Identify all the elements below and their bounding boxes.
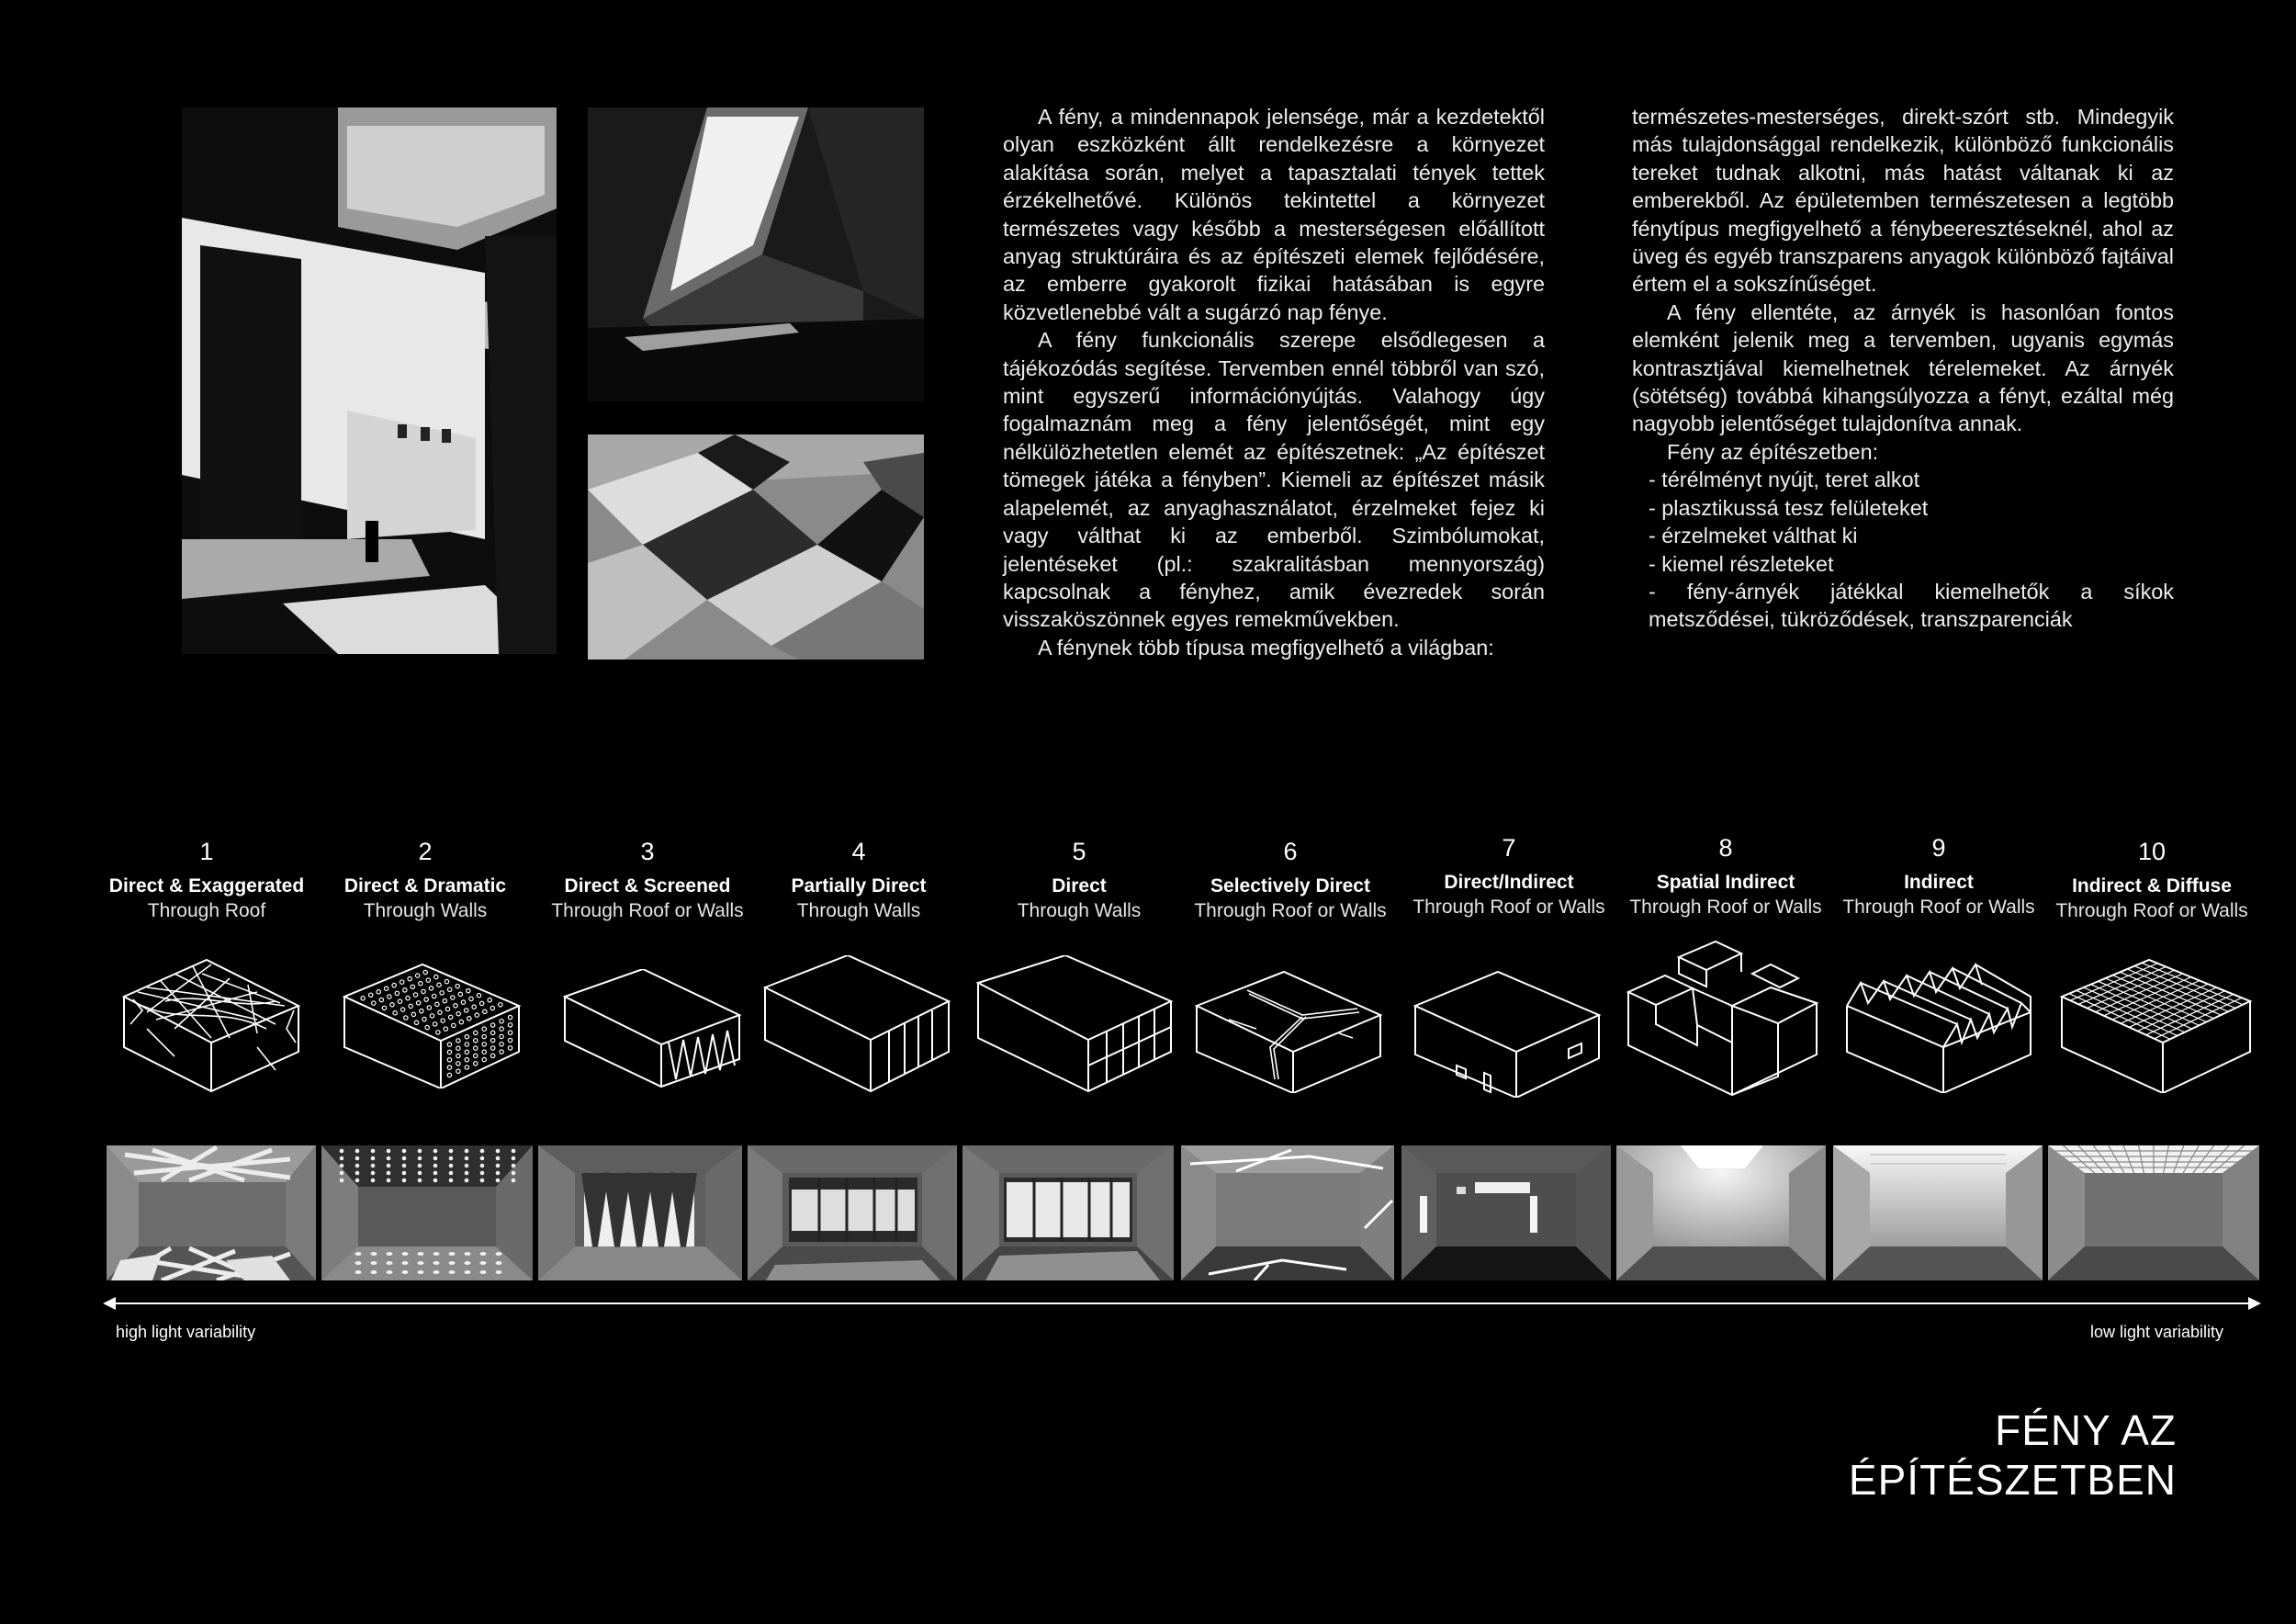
iso-diagram-roof-web xyxy=(119,955,303,1093)
type-title: Direct xyxy=(1052,875,1107,897)
type-title: Indirect & Diffuse xyxy=(2072,875,2232,897)
type-subtitle: Through Roof or Walls xyxy=(1842,897,2035,918)
light-type-label-2 xyxy=(320,836,531,923)
render-8 xyxy=(1616,1145,1826,1280)
iso-diagram-full-windows xyxy=(974,955,1176,1093)
text-column-2 xyxy=(1632,103,2174,634)
render-7 xyxy=(1401,1145,1611,1280)
type-subtitle: Through Walls xyxy=(363,900,488,921)
type-subtitle: Through Roof or Walls xyxy=(1412,897,1605,918)
type-title: Partially Direct xyxy=(791,875,927,897)
paragraph-3: A fénynek több típusa megfigyelhető a világban: xyxy=(1038,635,1494,660)
light-type-label-8 xyxy=(1620,832,1831,919)
list-heading: Fény az építészetben: xyxy=(1667,439,1879,464)
paragraph-2: A fény funkcionális szerepe elsődlegesen a tájékozódás segítése. Tervemben ennél többről van szó, mint egyszerű információnyújtás. Valahogy úgy fogalmaznám meg a fény jelentőségét, mint egy nélkülözhetetlen elemét az építészetnek: „Az építészet tömegek játéka a fényben”. Kiemeli az építészet másik alapelemét, az anyaghasználatot, érzelmeket fejez ki vagy válthat ki az emberből. Szimbólumokat, jelentéseket (pl.: szakralitásban mennyország) kapcsolnak a fényhez, amik évezredek során visszaköszönnek egyes remekművekben. xyxy=(1003,328,1545,632)
light-type-label-7 xyxy=(1403,832,1615,919)
light-type-label-4 xyxy=(753,836,964,923)
render-6 xyxy=(1181,1145,1394,1280)
paragraph-1: A fény, a mindennapok jelensége, már a kezdetektől olyan eszközként állt rendelkezésre a környezet alakítása során, melyet a tapasztalati tények tettek érzékelhetővé. Különös tekintettel a környezet természetes vagy később a mesterségesen előállított anyag struktúráira és az építészeti elemek fejlődésére, az emberre gyakorolt fizikai hatásában is egyre közvetlenebbé vált a sugárzó nap fénye. xyxy=(1003,105,1545,324)
render-5 xyxy=(962,1145,1174,1280)
type-number: 4 xyxy=(851,838,866,865)
type-title: Direct & Dramatic xyxy=(343,875,507,897)
arrow-right xyxy=(2248,1297,2261,1310)
type-subtitle: Through Roof xyxy=(147,900,266,921)
scale-label-high: high light variability xyxy=(116,1323,256,1341)
type-subtitle: Through Roof or Walls xyxy=(1629,897,1822,918)
render-2 xyxy=(321,1145,533,1280)
type-number: 10 xyxy=(2137,838,2167,865)
type-number: 1 xyxy=(199,838,214,865)
render-3 xyxy=(538,1145,742,1280)
type-subtitle: Through Roof or Walls xyxy=(1194,900,1387,921)
list-item: - kiemel részleteket xyxy=(1649,551,1834,576)
light-type-label-10 xyxy=(2046,836,2257,923)
iso-diagram-sawtooth-roof xyxy=(1842,955,2035,1093)
list-item: - plasztikussá tesz felületeket xyxy=(1649,495,1929,520)
render-4 xyxy=(748,1145,957,1280)
type-number: 3 xyxy=(640,838,655,865)
page-title: FÉNY AZ ÉPÍTÉSZETBEN xyxy=(1848,1406,2177,1504)
light-type-label-6 xyxy=(1185,836,1396,923)
light-type-label-3 xyxy=(542,836,753,923)
light-type-label-5 xyxy=(974,836,1185,923)
render-10 xyxy=(2048,1145,2259,1280)
type-number: 8 xyxy=(1718,834,1733,862)
type-title: Indirect xyxy=(1904,872,1974,893)
render-9 xyxy=(1833,1145,2043,1280)
iso-diagram-spatial-blocks xyxy=(1624,937,1821,1098)
type-number: 5 xyxy=(1072,838,1086,865)
variability-scale-line xyxy=(108,1303,2254,1304)
scale-label-low: low light variability xyxy=(2090,1323,2224,1341)
iso-diagram-perforated-walls xyxy=(340,960,523,1088)
type-title: Spatial Indirect xyxy=(1656,872,1795,893)
type-title: Direct & Exaggerated xyxy=(108,875,305,897)
text-column-1 xyxy=(1003,103,1545,661)
list-item: - érzelmeket válthat ki xyxy=(1649,524,1858,548)
list-item: - fény-árnyék játékkal kiemelhetők a síkok metsződései, tükröződések, transzparenciák xyxy=(1649,579,2174,632)
iso-diagram-small-openings xyxy=(1411,964,1604,1098)
photo-courtyard-shadow xyxy=(182,107,557,654)
type-number: 9 xyxy=(1931,834,1946,862)
light-type-label-1 xyxy=(101,836,312,923)
type-title: Selectively Direct xyxy=(1210,875,1370,897)
iso-diagram-grid-roof xyxy=(2057,955,2255,1093)
type-title: Direct & Screened xyxy=(564,875,731,897)
iso-diagram-partial-windows xyxy=(760,955,953,1093)
list-item: - térélményt nyújt, teret alkot xyxy=(1649,468,1920,492)
paragraph-continuation: természetes-mesterséges, direkt-szórt stb. Mindegyik más tulajdonsággal rendelkezik, különböző funkcionális tereket tudnak alkotni, más hatást váltanak ki az emberekből. Az épületemben természetesen a legtöbb fénytípus megfigyelhető a fénybeeresztéseknél, ahol az üveg és egyéb transzparens anyagok különböző fajtáival értem el a sokszínűséget. xyxy=(1632,105,2174,297)
light-type-label-9 xyxy=(1833,832,2044,919)
type-subtitle: Through Walls xyxy=(1017,900,1142,921)
type-number: 6 xyxy=(1283,838,1298,865)
type-title: Direct/Indirect xyxy=(1444,872,1574,893)
type-subtitle: Through Roof or Walls xyxy=(551,900,744,921)
paragraph-shadow: A fény ellentéte, az árnyék is hasonlóan fontos elemként jelenik meg a tervemben, ugyanis egymás kontrasztjával kiemelhetnek térelemeket. Az árnyék (sötétség) továbbá kihangsúlyozza a fényt, ezáltal még nagyobb jelentőséget tulajdonítva annak. xyxy=(1632,299,2174,436)
iso-diagram-zigzag-screen xyxy=(560,969,744,1088)
iso-diagram-roof-slits xyxy=(1192,964,1385,1093)
type-subtitle: Through Roof or Walls xyxy=(2055,900,2248,921)
type-number: 7 xyxy=(1502,834,1516,862)
render-1 xyxy=(107,1145,316,1280)
type-subtitle: Through Walls xyxy=(796,900,921,921)
photo-light-wedge xyxy=(588,107,924,401)
photo-concrete-volumes xyxy=(588,434,924,660)
type-number: 2 xyxy=(418,838,433,865)
